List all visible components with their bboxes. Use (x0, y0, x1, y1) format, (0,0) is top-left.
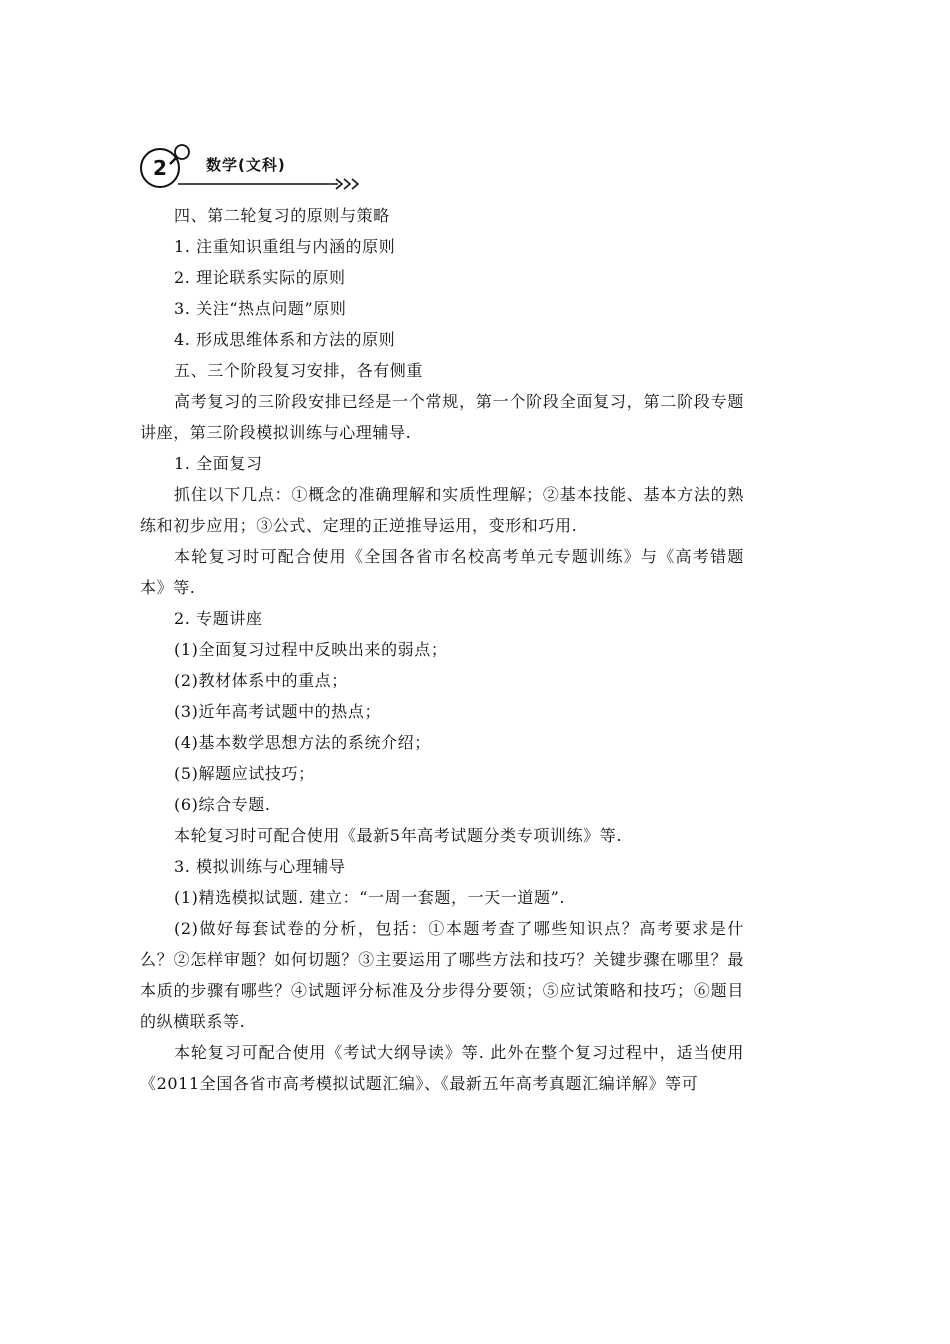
list-item: 3. 关注“热点问题”原则 (174, 299, 347, 318)
list-item: (3)近年高考试题中的热点； (174, 702, 382, 721)
list-item: 4. 形成思维体系和方法的原则 (174, 330, 396, 349)
list-item: (4)基本数学思想方法的系统介绍； (174, 733, 431, 752)
list-item: (2)做好每套试卷的分析，包括：①本题考查了哪些知识点？高考要求是什么？②怎样审题？如何切题？③主要运用了哪些方法和技巧？关键步骤在哪里？最本质的步骤有哪些？④试题评分标准及分步得分要领；⑤应试策略和技巧；⑥题目的纵横联系等. (140, 919, 744, 1031)
magnifier-icon (164, 142, 194, 168)
paragraph: 高考复习的三阶段安排已经是一个常规，第一个阶段全面复习，第二阶段专题讲座，第三阶段模拟训练与心理辅导. (140, 392, 744, 442)
section-heading: 四、第二轮复习的原则与策略 (174, 206, 390, 225)
subject-title: 数学(文科) (206, 156, 286, 174)
list-item: 2. 理论联系实际的原则 (174, 268, 346, 287)
body-text (140, 200, 744, 1099)
list-item: (2)教材体系中的重点； (174, 671, 348, 690)
subsection-title: 2. 专题讲座 (174, 609, 263, 628)
paragraph: 本轮复习可配合使用《考试大纲导读》等. 此外在整个复习过程中，适当使用《2011全国各省市高考模拟试题汇编》、《最新五年高考真题汇编详解》等可 (140, 1043, 744, 1093)
page-header (140, 142, 380, 194)
list-item: (6)综合专题. (174, 795, 271, 814)
header-arrow-rule (178, 178, 368, 190)
subsection-title: 1. 全面复习 (174, 454, 263, 473)
section-heading: 五、三个阶段复习安排，各有侧重 (174, 361, 424, 380)
subsection-title: 3. 模拟训练与心理辅导 (174, 857, 346, 876)
page-number: 2 (140, 148, 180, 188)
list-item: (1)全面复习过程中反映出来的弱点； (174, 640, 448, 659)
paragraph: 本轮复习时可配合使用《全国各省市名校高考单元专题训练》与《高考错题本》等. (140, 547, 744, 597)
list-item: 1. 注重知识重组与内涵的原则 (174, 237, 396, 256)
list-item: (5)解题应试技巧； (174, 764, 315, 783)
list-item: (1)精选模拟试题. 建立：“一周一套题，一天一道题”. (174, 888, 566, 907)
paragraph: 抓住以下几点：①概念的准确理解和实质性理解；②基本技能、基本方法的熟练和初步应用；③公式、定理的正逆推导运用，变形和巧用. (140, 485, 744, 535)
paragraph: 本轮复习时可配合使用《最新5年高考试题分类专项训练》等. (174, 826, 623, 845)
